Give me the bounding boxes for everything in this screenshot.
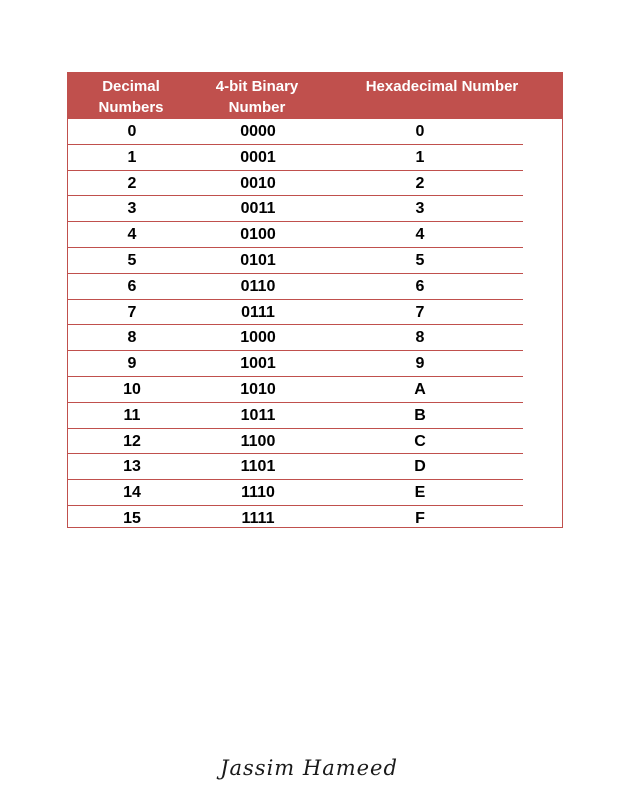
binary-cell: 1110 [241,484,275,502]
hex-cell: D [414,458,426,476]
binary-cell: 1100 [240,432,276,450]
binary-cell: 0000 [240,123,276,140]
header-hex: Hexadecimal Number [365,78,519,95]
hex-cell: A [414,380,426,398]
binary-cell: 1011 [240,406,276,424]
hex-cell: 9 [415,355,425,373]
table-header [67,72,563,119]
decimal-cell: 8 [127,329,137,347]
binary-cell: 0100 [240,226,276,244]
binary-cell: 0010 [240,174,276,192]
decimal-cell: 14 [123,484,141,502]
decimal-cell: 13 [123,458,141,476]
decimal-cell: 7 [127,303,137,321]
table-row [68,325,562,351]
decimal-cell: 3 [127,200,137,218]
decimal-cell: 12 [123,432,141,450]
decimal-cell: 15 [123,509,141,527]
decimal-cell: 6 [127,277,137,295]
binary-cell: 1001 [240,355,276,373]
table-row [68,429,562,455]
binary-cell: 0101 [240,251,276,269]
table-row [68,222,562,248]
hex-cell: 7 [415,303,425,321]
hex-cell: F [415,509,425,527]
decimal-cell: 1 [127,148,137,166]
binary-cell: 0110 [240,277,276,295]
decimal-cell: 10 [123,380,141,398]
decimal-cell: 0 [127,123,137,140]
hex-cell: 5 [415,251,425,269]
table-row [68,171,562,197]
hex-cell: 1 [415,148,425,166]
hex-cell: 3 [415,200,425,218]
header-decimal-line2: Numbers [98,99,164,116]
hex-cell: 2 [415,174,425,192]
header-decimal-line1: Decimal [102,78,160,95]
binary-cell: 1101 [240,458,276,476]
decimal-cell: 2 [127,174,137,192]
decimal-cell: 11 [123,406,141,424]
author-signature: Jassim Hameed [220,756,398,780]
table-row [68,248,562,274]
table-row [68,300,562,326]
table-row [68,454,562,480]
table-row [68,351,562,377]
header-binary [197,76,317,118]
table-row [68,480,562,506]
table-row [68,196,562,222]
hex-cell: 0 [415,123,425,140]
header-binary-line1: 4-bit Binary [215,78,299,95]
hex-cell: C [414,432,426,450]
hex-cell: 6 [415,277,425,295]
table-row [68,119,562,145]
binary-cell: 0001 [240,148,276,166]
hex-cell: 8 [415,329,425,347]
hex-cell: B [414,406,426,424]
conversion-table [67,72,563,528]
binary-cell: 1010 [240,380,276,398]
decimal-cell: 5 [127,251,137,269]
hex-cell: E [414,484,426,502]
decimal-cell: 9 [127,355,137,373]
hex-cell: 4 [415,226,425,244]
table-row [68,274,562,300]
binary-cell: 0011 [240,200,276,218]
header-binary-line2: Number [228,99,286,116]
table-row [68,377,562,403]
table-body [68,119,562,532]
table-row [68,145,562,171]
binary-cell: 1000 [240,329,276,347]
binary-cell: 0111 [241,303,275,321]
decimal-cell: 4 [127,226,137,244]
header-decimal [81,76,181,118]
binary-cell: 1111 [241,509,275,527]
table-row [68,403,562,429]
table-row [68,506,562,532]
